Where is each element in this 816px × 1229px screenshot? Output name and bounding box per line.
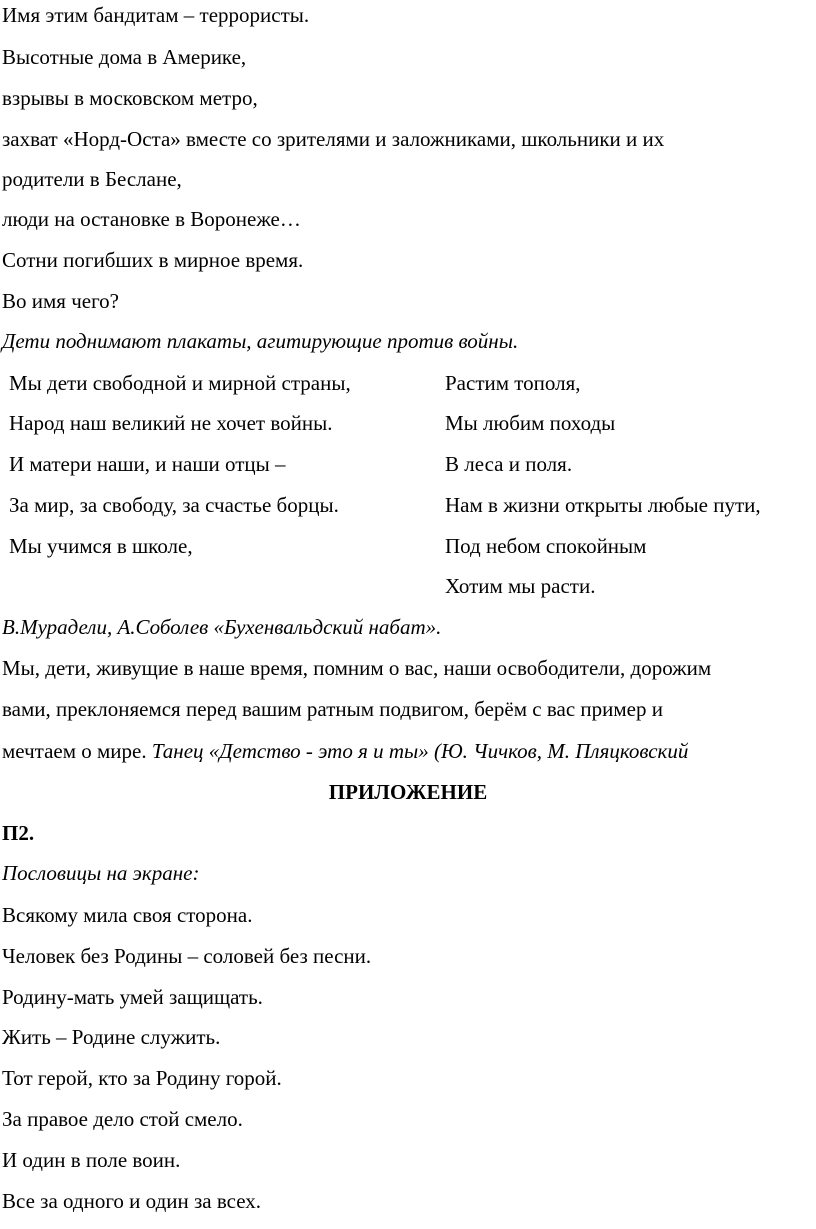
proverb-line: Тот герой, кто за Родину горой. — [2, 1066, 282, 1090]
proverb-line: За правое дело стой смело. — [2, 1107, 243, 1131]
intro-line: Имя этим бандитам – террористы. — [2, 3, 310, 27]
paragraph-line: вами, преклоняемся перед вашим ратным подвигом, берём с вас пример и — [2, 697, 663, 721]
proverb-line: Жить – Родине служить. — [2, 1025, 221, 1049]
poem-line-right: Нам в жизни открыты любые пути, — [445, 493, 761, 517]
intro-line: Во имя чего? — [2, 289, 119, 313]
paragraph-text: мечтаем о мире. — [2, 739, 152, 763]
proverb-line: Человек без Родины – соловей без песни. — [2, 944, 372, 968]
intro-line: взрывы в московском метро, — [2, 86, 258, 110]
poem-line-right: Под небом спокойным — [445, 534, 647, 558]
song-credit: В.Мурадели, А.Соболев «Бухенвальдский набат». — [2, 615, 442, 639]
poem-line-right: Мы любим походы — [445, 411, 616, 435]
poem-line-left: За мир, за свободу, за счастье борцы. — [9, 493, 339, 517]
poem-line-right: Растим тополя, — [445, 371, 581, 395]
intro-line: люди на остановке в Воронеже… — [2, 207, 301, 231]
intro-line: Высотные дома в Америке, — [2, 45, 247, 69]
proverb-line: Все за одного и один за всех. — [2, 1189, 262, 1213]
proverb-line: Родину-мать умей защищать. — [2, 985, 263, 1009]
poem-line-left: Мы учимся в школе, — [9, 534, 193, 558]
proverb-line: И один в поле воин. — [2, 1148, 181, 1172]
section-code: П2. — [2, 821, 35, 845]
proverb-line: Всякому мила своя сторона. — [2, 903, 253, 927]
poem-line-right: В леса и поля. — [445, 452, 573, 476]
poem-line-right: Хотим мы расти. — [445, 574, 596, 598]
poem-line-left: Мы дети свободной и мирной страны, — [9, 371, 351, 395]
intro-line: захват «Норд-Оста» вместе со зрителями и заложниками, школьники и их — [2, 127, 665, 151]
paragraph-line — [2, 738, 688, 764]
poem-line-left: И матери наши, и наши отцы – — [9, 452, 286, 476]
paragraph-line: Мы, дети, живущие в наше время, помним о вас, наши освободители, дорожим — [2, 656, 712, 680]
appendix-heading: ПРИЛОЖЕНИЕ — [328, 780, 488, 804]
intro-line: родители в Беслане, — [2, 167, 182, 191]
dance-credit: Танец «Детство - это я и ты» (Ю. Чичков, М. Пляцковский — [151, 739, 689, 763]
intro-line: Сотни погибших в мирное время. — [2, 248, 304, 272]
proverbs-label: Пословицы на экране: — [2, 861, 200, 885]
stage-direction: Дети поднимают плакаты, агитирующие против войны. — [2, 329, 519, 353]
poem-line-left: Народ наш великий не хочет войны. — [9, 411, 333, 435]
